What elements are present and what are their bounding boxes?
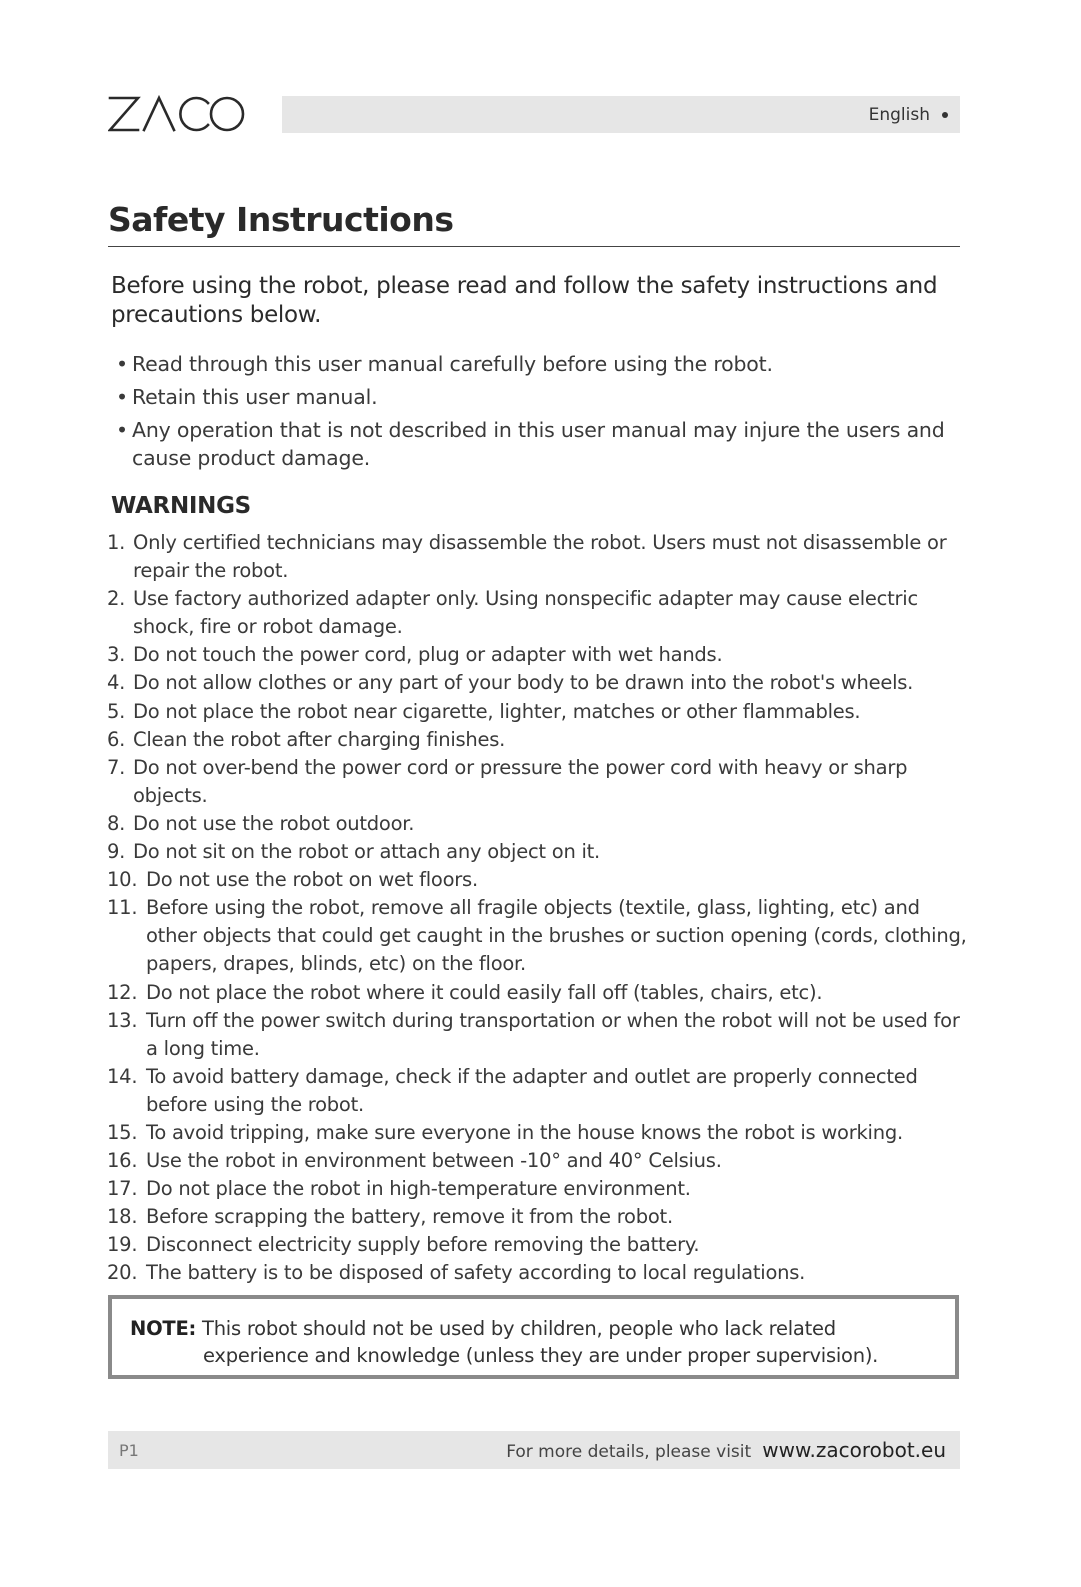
warning-number: 18. [107,1205,138,1229]
warning-item [107,866,969,894]
warning-item [107,1203,969,1231]
warning-number: 7. [107,755,126,779]
warning-item [107,669,969,697]
warning-item [107,1063,969,1119]
warning-text: Before using the robot, remove all fragile objects (textile, glass, lighting, etc) and other objects that could get caught in the brushes or suction opening (cords, clothing, papers, drapes, blinds, etc) on the floor. [146,896,967,976]
bullet-item [116,416,946,472]
warning-text: Only certified technicians may disassemble the robot. Users must not disassemble or repair the robot. [133,531,947,583]
warning-number: 2. [107,587,126,611]
language-label: English [868,104,930,125]
warning-number: 15. [107,1120,138,1144]
zaco-logo-mark [108,88,248,140]
note-line-1 [130,1315,930,1342]
warning-text: The battery is to be disposed of safety according to local regulations. [146,1261,806,1285]
warning-number: 14. [107,1064,138,1088]
page-number: P1 [119,1440,139,1460]
footer-bar [108,1431,960,1469]
language-bar [282,96,960,133]
warning-text: To avoid battery damage, check if the adapter and outlet are properly connected before using the robot. [146,1064,918,1116]
warning-item [107,585,969,641]
bullet-text: Any operation that is not described in this user manual may injure the users and cause product damage. [132,418,945,470]
warning-item [107,1175,969,1203]
warning-text: Do not place the robot where it could easily fall off (tables, chairs, etc). [146,980,823,1004]
bullet-text: Retain this user manual. [132,385,378,409]
bullet-dot-icon: • [116,385,128,409]
warning-item [107,979,969,1007]
warning-item [107,1147,969,1175]
warning-text: Do not allow clothes or any part of your body to be drawn into the robot's wheels. [133,671,914,695]
warning-text: Use the robot in environment between -10° and 40° Celsius. [146,1149,722,1173]
warning-number: 13. [107,1008,138,1032]
warning-number: 8. [107,811,126,835]
bullet-dot-icon: • [116,352,128,376]
warning-text: Do not touch the power cord, plug or adapter with wet hands. [133,643,723,667]
warning-number: 17. [107,1177,138,1201]
warning-text: Use factory authorized adapter only. Using nonspecific adapter may cause electric shock, fire or robot damage. [133,587,918,639]
warning-number: 20. [107,1261,138,1285]
warning-text: Turn off the power switch during transportation or when the robot will not be used for a long time. [146,1008,960,1060]
warning-text: Do not use the robot outdoor. [133,811,415,835]
warnings-heading: WARNINGS [111,493,251,519]
warning-item [107,1231,969,1259]
bullet-dot-icon: • [116,418,128,442]
website-link[interactable]: www.zacorobot.eu [762,1438,946,1462]
warning-text: Clean the robot after charging finishes. [133,727,506,751]
warning-number: 4. [107,671,126,695]
warning-item [107,529,969,585]
warning-text: Do not place the robot near cigarette, lighter, matches or other flammables. [133,699,861,723]
warning-item [107,641,969,669]
warning-item [107,1007,969,1063]
warning-item [107,754,969,810]
warning-number: 16. [107,1149,138,1173]
warning-number: 5. [107,699,126,723]
warning-number: 11. [107,896,138,920]
note-box [108,1295,959,1379]
note-text-1: This robot should not be used by children, people who lack related [202,1317,836,1340]
title-divider [108,246,960,247]
warning-number: 6. [107,727,126,751]
note-text-2: experience and knowledge (unless they are under proper supervision). [203,1344,879,1367]
warning-text: Do not place the robot in high-temperature environment. [146,1177,691,1201]
bullet-text: Read through this user manual carefully before using the robot. [132,352,773,376]
bullet-list [116,350,946,472]
zaco-logo [108,88,248,140]
warning-number: 19. [107,1233,138,1257]
warning-item [107,1119,969,1147]
warning-number: 10. [107,868,138,892]
language-dot-icon [942,112,948,118]
note-content [130,1315,930,1369]
warning-text: Before scrapping the battery, remove it from the robot. [146,1205,673,1229]
warning-number: 12. [107,980,138,1004]
warning-item [107,894,969,978]
bullet-item [116,350,946,378]
warning-text: Do not use the robot on wet floors. [146,868,478,892]
warning-item [107,726,969,754]
warning-number: 1. [107,531,126,554]
footer-details [506,1438,946,1462]
bullet-item [116,383,946,411]
warning-number: 9. [107,840,126,864]
page-title: Safety Instructions [108,200,454,239]
intro-paragraph: Before using the robot, please read and follow the safety instructions and precautions below. [111,273,938,328]
warning-item [107,838,969,866]
warning-text: To avoid tripping, make sure everyone in the house knows the robot is working. [146,1120,903,1144]
warnings-list [107,529,969,1288]
warning-item [107,698,969,726]
warning-item [107,810,969,838]
footer-text: For more details, please visit [506,1442,752,1462]
warning-text: Do not sit on the robot or attach any object on it. [133,840,601,864]
note-label: NOTE: [130,1317,197,1340]
warning-number: 3. [107,643,126,667]
warning-text: Disconnect electricity supply before removing the battery. [146,1233,700,1257]
warning-item [107,1259,969,1287]
warning-text: Do not over-bend the power cord or pressure the power cord with heavy or sharp objects. [133,755,908,807]
